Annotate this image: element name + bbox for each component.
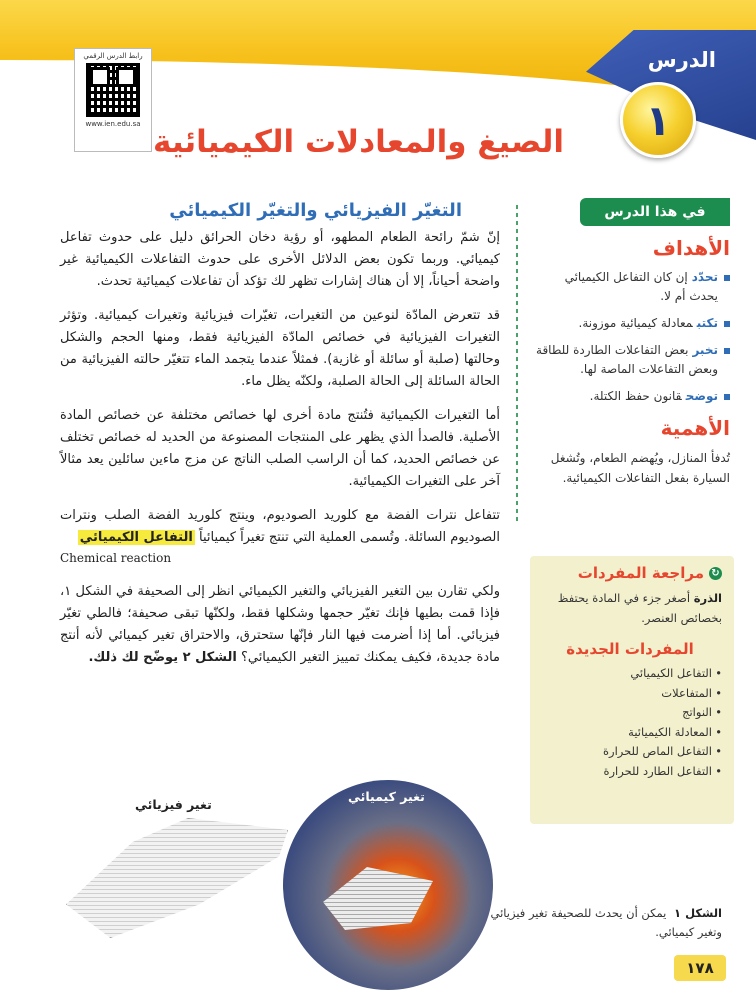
lesson-number-badge: ١	[620, 82, 696, 158]
list-item: • التفاعل الطارد للحرارة	[538, 762, 722, 782]
vocab-review-heading	[538, 564, 722, 582]
paragraph-4	[60, 505, 500, 569]
folded-newspaper-image	[66, 818, 288, 938]
goal-item	[534, 268, 730, 306]
list-item: • النواتج	[538, 703, 722, 723]
list-item: • المتفاعلات	[538, 684, 722, 704]
qr-url[interactable]: www.ien.edu.sa	[85, 120, 141, 128]
burning-paper-shape	[323, 860, 433, 930]
paragraph-5-text: ولكي تقارن بين التغير الفيزيائي والتغير الكيميائي انظر إلى الصحيفة في الشكل ١، فإذا قمت بطيها فإنك تغيّر حجمها وشكلها فقط، ولكنّها تبقى صحيفة؛ فالطي تغيّر فيزيائي. أما إذا أضرمت فيها النار فإنّها ستحترق، والاحتراق تغير كيميائي لأنه أنتج مادة جديدة، فكيف يمكنك تمييز التغير الكيميائي؟	[60, 584, 500, 665]
physical-change-label: تغير فيزيائي	[135, 797, 212, 812]
paragraph-3: أما التغيرات الكيميائية فتُنتج مادة أخرى لها خصائص مختلفة عن خصائص المادة الأصلية. فالصدأ الذي يظهر على المنتجات المصنوعة من الحديد له خصائص تختلف عن خصائص الحديد، كما أن الراسب الصلب الناتج عن مزج ماءين سائلين يعد مثالاً آخر على التغيرات الكيميائية.	[60, 408, 500, 489]
importance-heading: الأهمية	[660, 416, 730, 440]
importance-text: تُدفأ المنازل، ويُهضم الطعام، وتُشغل السيارة بفعل التفاعلات الكيميائية.	[550, 451, 730, 485]
figure-caption-text: يمكن أن يحدث للصحيفة تغير فيزيائي وتغير كيميائي.	[490, 906, 722, 939]
highlighted-term: التفاعل الكيميائي	[79, 530, 193, 545]
page-title: الصيغ والمعادلات الكيميائية	[153, 124, 564, 160]
goal-text: إن كان التفاعل الكيميائي يحدث أم لا.	[564, 270, 718, 303]
figure-reference: الشكل ٢ يوضّح لك ذلك.	[88, 650, 237, 665]
vocab-term: الذرة	[693, 591, 722, 605]
list-item: • المعادلة الكيميائية	[538, 723, 722, 743]
goal-verb: تخبر	[692, 343, 718, 357]
goal-verb: تحدّد	[691, 270, 718, 284]
goal-verb: توضح	[685, 389, 718, 403]
section-heading: التغيّر الفيزيائي والتغيّر الكيميائي	[169, 200, 462, 221]
paragraph-1: إنّ شمّ رائحة الطعام المطهو، أو رؤية دخان الحرائق دليل على حدوث تفاعل كيميائي. وربما تكون بعض الدلائل الأخرى على حدوث التفاعلات الكيميائية غير واضحة أحياناً، إلا أن هناك إشارات تظهر لك تؤكد أن تفاعلات كيميائية تحدث.	[60, 230, 500, 289]
goals-heading: الأهداف	[652, 236, 730, 260]
qr-caption: رابط الدرس الرقمي	[83, 52, 143, 60]
goal-item	[534, 341, 730, 379]
main-content	[60, 200, 500, 681]
qr-card[interactable]	[74, 48, 152, 152]
goal-text: قانون حفظ الكتلة.	[589, 389, 682, 403]
paragraph-4-text: تتفاعل نترات الفضة مع كلوريد الصوديوم، وينتج كلوريد الفضة الصلب ونترات الصوديوم السائلة. وتُسمى العملية التي تنتج تغيراً كيميائياً	[60, 508, 500, 545]
figure-caption-label: الشكل ١	[674, 906, 722, 920]
vocab-review-title: مراجعة المفردات	[577, 564, 704, 582]
vocab-definition	[538, 588, 722, 628]
goal-verb: تكتب	[696, 316, 718, 330]
page-number: ١٧٨	[674, 955, 726, 981]
paragraph-2: قد تتعرض المادّة لنوعين من التغيرات، تغيّرات فيزيائية وتغيرات كيميائية. وتؤثر التغيرات الفيزيائية في خصائص المادّة الفيزيائية فقط، ومنها الحجم والشكل وحالتها (صلبة أو سائلة أو غازية). فمثلاً عندما يتجمد الماء تتغيّر حالته الفيزيائية من الحالة السائلة إلى الحالة الصلبة، ولكنّه يظل ماء.	[60, 308, 500, 389]
goal-item	[534, 387, 730, 406]
goal-text: بعض التفاعلات الطاردة للطاقة وبعض التفاعلات الماصة لها.	[536, 343, 718, 376]
goal-item	[534, 314, 730, 333]
list-item: • التفاعل الكيميائي	[538, 664, 722, 684]
english-term: Chemical reaction	[60, 551, 172, 565]
lesson-word: الدرس	[647, 48, 716, 72]
goal-text: معادلة كيميائية موزونة.	[578, 316, 693, 330]
figure-caption	[484, 904, 722, 942]
vocab-term-definition: أصغر جزء في المادة يحتفظ بخصائص العنصر.	[557, 591, 722, 625]
list-item: • التفاعل الماص للحرارة	[538, 742, 722, 762]
vocab-new-heading: المفردات الجديدة	[566, 640, 694, 658]
lesson-sidebar	[534, 198, 730, 488]
column-divider	[516, 205, 518, 525]
qr-code-icon[interactable]	[86, 63, 140, 117]
vocab-new-list	[538, 664, 722, 781]
vocabulary-box	[530, 556, 734, 824]
in-this-lesson-tab: في هذا الدرس	[580, 198, 730, 226]
refresh-icon: ↻	[709, 567, 722, 580]
burning-newspaper-image	[283, 780, 493, 990]
chemical-change-label: تغير كيميائي	[348, 789, 425, 804]
paragraph-5	[60, 581, 500, 669]
